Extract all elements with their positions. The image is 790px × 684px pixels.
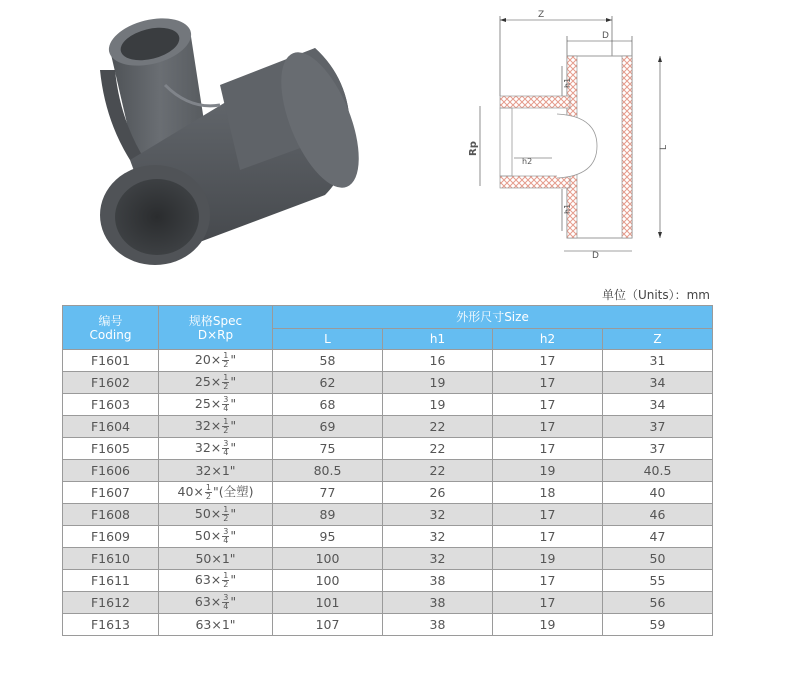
cell-l: 68 bbox=[273, 394, 383, 416]
cell-coding: F1605 bbox=[63, 438, 159, 460]
table-row bbox=[63, 350, 713, 372]
cell-spec: 50× $\frac{3}{4}$ " bbox=[159, 526, 273, 548]
table-row bbox=[63, 394, 713, 416]
cell-h1: 19 bbox=[383, 394, 493, 416]
cell-h2: 19 bbox=[493, 614, 603, 636]
cell-spec: 63×1" bbox=[159, 614, 273, 636]
cell-h1: 38 bbox=[383, 570, 493, 592]
cell-coding: F1603 bbox=[63, 394, 159, 416]
cell-spec: 32× $\frac{1}{2}$ " bbox=[159, 416, 273, 438]
spec-table bbox=[62, 305, 713, 636]
cell-l: 101 bbox=[273, 592, 383, 614]
cell-coding: F1608 bbox=[63, 504, 159, 526]
cell-coding: F1609 bbox=[63, 526, 159, 548]
drawing-label-l: L bbox=[659, 144, 669, 150]
cell-h2: 17 bbox=[493, 372, 603, 394]
cell-spec: 32× $\frac{3}{4}$ " bbox=[159, 438, 273, 460]
cell-h2: 17 bbox=[493, 394, 603, 416]
cell-h1: 19 bbox=[383, 372, 493, 394]
cell-coding: F1611 bbox=[63, 570, 159, 592]
cell-h1: 22 bbox=[383, 460, 493, 482]
cell-coding: F1606 bbox=[63, 460, 159, 482]
table-row bbox=[63, 416, 713, 438]
cell-coding: F1612 bbox=[63, 592, 159, 614]
header-spec: 规格Spec D×Rp bbox=[159, 306, 273, 350]
cell-spec: 50×1" bbox=[159, 548, 273, 570]
drawing-label-d-bottom: D bbox=[592, 251, 599, 261]
cell-h2: 17 bbox=[493, 570, 603, 592]
cell-z: 59 bbox=[603, 614, 713, 636]
cell-coding: F1607 bbox=[63, 482, 159, 504]
cell-h2: 17 bbox=[493, 592, 603, 614]
cell-h1: 32 bbox=[383, 504, 493, 526]
cell-spec: 32×1" bbox=[159, 460, 273, 482]
drawing-label-z: Z bbox=[538, 10, 545, 20]
cell-coding: F1601 bbox=[63, 350, 159, 372]
cell-h1: 32 bbox=[383, 548, 493, 570]
cell-h2: 19 bbox=[493, 548, 603, 570]
cell-h2: 17 bbox=[493, 350, 603, 372]
cell-h1: 38 bbox=[383, 614, 493, 636]
cell-spec: 63× $\frac{1}{2}$ " bbox=[159, 570, 273, 592]
drawing-label-h1-bottom: h1 bbox=[563, 203, 572, 214]
units-note: 单位（Units）：mm bbox=[601, 288, 710, 302]
technical-drawing bbox=[462, 6, 677, 266]
header-z: Z bbox=[603, 329, 713, 350]
cell-h1: 38 bbox=[383, 592, 493, 614]
cell-z: 31 bbox=[603, 350, 713, 372]
cell-spec: 50× $\frac{1}{2}$ " bbox=[159, 504, 273, 526]
cell-z: 55 bbox=[603, 570, 713, 592]
cell-h2: 18 bbox=[493, 482, 603, 504]
cell-coding: F1604 bbox=[63, 416, 159, 438]
cell-z: 40 bbox=[603, 482, 713, 504]
drawing-label-rp: Rp bbox=[468, 141, 479, 156]
cell-h1: 22 bbox=[383, 438, 493, 460]
cell-l: 58 bbox=[273, 350, 383, 372]
drawing-label-d-top: D bbox=[602, 31, 609, 41]
cell-l: 80.5 bbox=[273, 460, 383, 482]
cell-l: 75 bbox=[273, 438, 383, 460]
cell-z: 34 bbox=[603, 372, 713, 394]
cell-h1: 26 bbox=[383, 482, 493, 504]
cell-h2: 17 bbox=[493, 526, 603, 548]
cell-l: 69 bbox=[273, 416, 383, 438]
table-row bbox=[63, 526, 713, 548]
cell-coding: F1613 bbox=[63, 614, 159, 636]
drawing-label-h2: h2 bbox=[522, 157, 533, 166]
table-row bbox=[63, 570, 713, 592]
cell-h1: 16 bbox=[383, 350, 493, 372]
cell-z: 34 bbox=[603, 394, 713, 416]
cell-l: 107 bbox=[273, 614, 383, 636]
cell-l: 89 bbox=[273, 504, 383, 526]
cell-z: 40.5 bbox=[603, 460, 713, 482]
header-size-group: 外形尺寸Size bbox=[273, 306, 713, 329]
cell-z: 46 bbox=[603, 504, 713, 526]
cell-h2: 17 bbox=[493, 416, 603, 438]
cell-l: 100 bbox=[273, 548, 383, 570]
cell-coding: F1610 bbox=[63, 548, 159, 570]
table-row bbox=[63, 614, 713, 636]
header-h1: h1 bbox=[383, 329, 493, 350]
cell-z: 37 bbox=[603, 438, 713, 460]
cell-h2: 17 bbox=[493, 438, 603, 460]
cell-l: 62 bbox=[273, 372, 383, 394]
cell-h2: 17 bbox=[493, 504, 603, 526]
header-h2: h2 bbox=[493, 329, 603, 350]
cell-z: 56 bbox=[603, 592, 713, 614]
table-row bbox=[63, 548, 713, 570]
cell-l: 95 bbox=[273, 526, 383, 548]
table-row bbox=[63, 592, 713, 614]
table-row bbox=[63, 504, 713, 526]
header-coding: 编号 Coding bbox=[63, 306, 159, 350]
cell-l: 77 bbox=[273, 482, 383, 504]
cell-spec: 25× $\frac{3}{4}$ " bbox=[159, 394, 273, 416]
cell-spec: 25× $\frac{1}{2}$ " bbox=[159, 372, 273, 394]
cell-coding: F1602 bbox=[63, 372, 159, 394]
drawing-label-h1-top: h1 bbox=[563, 77, 572, 88]
cell-spec: 20× $\frac{1}{2}$ " bbox=[159, 350, 273, 372]
product-image-tee bbox=[70, 10, 370, 270]
cell-h1: 22 bbox=[383, 416, 493, 438]
cell-spec: 40× $\frac{1}{2}$ "(全塑) bbox=[159, 482, 273, 504]
cell-l: 100 bbox=[273, 570, 383, 592]
table-row bbox=[63, 438, 713, 460]
header-l: L bbox=[273, 329, 383, 350]
cell-z: 37 bbox=[603, 416, 713, 438]
table-row bbox=[63, 372, 713, 394]
table-row bbox=[63, 482, 713, 504]
cell-h2: 19 bbox=[493, 460, 603, 482]
cell-z: 50 bbox=[603, 548, 713, 570]
cell-h1: 32 bbox=[383, 526, 493, 548]
cell-spec: 63× $\frac{3}{4}$ " bbox=[159, 592, 273, 614]
cell-z: 47 bbox=[603, 526, 713, 548]
table-row bbox=[63, 460, 713, 482]
